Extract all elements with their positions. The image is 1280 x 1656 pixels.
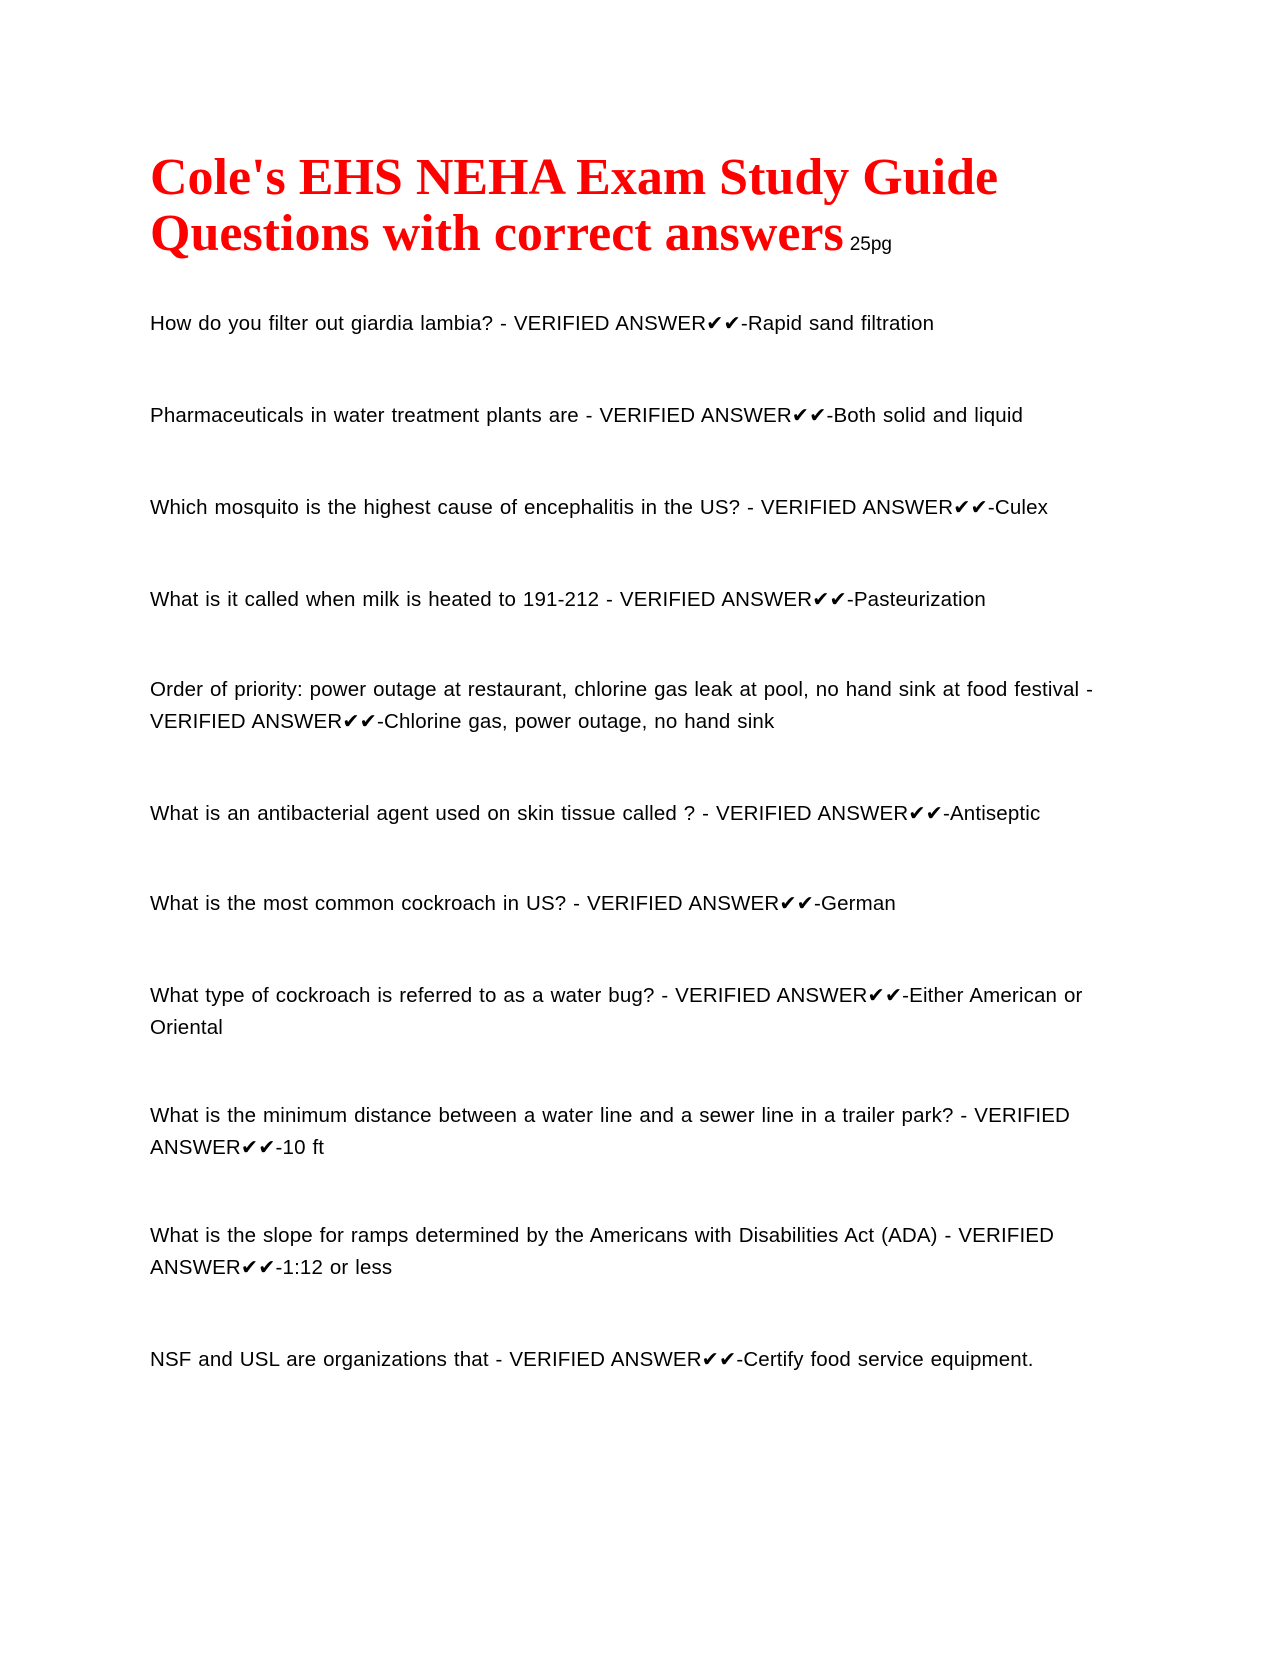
question-text: What is the most common cockroach in US? bbox=[150, 892, 567, 915]
answer-marker: VERIFIED ANSWER✔✔ bbox=[513, 312, 741, 335]
answer-text: Chlorine gas, power outage, no hand sink bbox=[383, 710, 775, 733]
document-title-text: Cole's EHS NEHA Exam Study Guide Questions with correct answers bbox=[150, 149, 999, 262]
answer-marker: VERIFIED ANSWER✔✔ bbox=[760, 496, 988, 519]
answer-text: Either American or Oriental bbox=[150, 984, 1083, 1039]
qa-item: How do you filter out giardia lambia? - VERIFIED ANSWER✔✔-Rapid sand filtration bbox=[150, 312, 935, 335]
answer-text: 1:12 or less bbox=[282, 1256, 393, 1279]
question-text: NSF and USL are organizations that bbox=[150, 1348, 489, 1371]
question-text: What is an antibacterial agent used on skin tissue called ? bbox=[150, 802, 696, 825]
answer-marker: VERIFIED ANSWER✔✔ bbox=[587, 892, 814, 915]
answer-text: Rapid sand filtration bbox=[747, 312, 935, 335]
document-title bbox=[150, 150, 1140, 273]
qa-item: What is an antibacterial agent used on skin tissue called ? - VERIFIED ANSWER✔✔-Antiseptic bbox=[150, 802, 1041, 825]
question-text: What type of cockroach is referred to as a water bug? bbox=[150, 984, 655, 1007]
question-text: Pharmaceuticals in water treatment plants are bbox=[150, 404, 579, 427]
qa-item: What is the most common cockroach in US? - VERIFIED ANSWER✔✔-German bbox=[150, 892, 896, 915]
answer-text: Certify food service equipment. bbox=[743, 1348, 1034, 1371]
answer-text: German bbox=[820, 892, 896, 915]
qa-item: Pharmaceuticals in water treatment plants are - VERIFIED ANSWER✔✔-Both solid and liquid bbox=[150, 404, 1024, 427]
document-page bbox=[150, 149, 1140, 1371]
answer-marker: VERIFIED ANSWER✔✔ bbox=[675, 984, 903, 1007]
answer-marker: VERIFIED ANSWER✔✔ bbox=[150, 1104, 1070, 1159]
answer-marker: VERIFIED ANSWER✔✔ bbox=[150, 1224, 1055, 1279]
answer-marker: VERIFIED ANSWER✔✔ bbox=[716, 802, 943, 825]
qa-item: What type of cockroach is referred to as a water bug? - VERIFIED ANSWER✔✔-Either American or Oriental bbox=[150, 984, 1083, 1039]
question-text: Order of priority: power outage at restaurant, chlorine gas leak at pool, no hand sink at food festival bbox=[150, 678, 1080, 701]
qa-item: What is the slope for ramps determined by the Americans with Disabilities Act (ADA) - VERIFIED ANSWER✔✔-1:12 or less bbox=[150, 1224, 1055, 1279]
qa-item: What is it called when milk is heated to 191-212 - VERIFIED ANSWER✔✔-Pasteurization bbox=[150, 588, 986, 611]
question-text: What is the minimum distance between a water line and a sewer line in a trailer park? bbox=[150, 1104, 954, 1127]
qa-item: What is the minimum distance between a water line and a sewer line in a trailer park? - VERIFIED ANSWER✔✔-10 ft bbox=[150, 1104, 1070, 1159]
qa-item: Which mosquito is the highest cause of encephalitis in the US? - VERIFIED ANSWER✔✔-Culex bbox=[150, 496, 1049, 519]
question-text: Which mosquito is the highest cause of encephalitis in the US? bbox=[150, 496, 741, 519]
answer-marker: VERIFIED ANSWER✔✔ bbox=[150, 710, 377, 733]
page-count: 25pg bbox=[849, 234, 893, 255]
answer-text: Pasteurization bbox=[853, 588, 986, 611]
question-text: What is the slope for ramps determined by the Americans with Disabilities Act (ADA) bbox=[150, 1224, 938, 1247]
answer-marker: VERIFIED ANSWER✔✔ bbox=[599, 404, 827, 427]
answer-text: Both solid and liquid bbox=[833, 404, 1024, 427]
qa-item: NSF and USL are organizations that - VERIFIED ANSWER✔✔-Certify food service equipment. bbox=[150, 1348, 1034, 1371]
answer-marker: VERIFIED ANSWER✔✔ bbox=[619, 588, 847, 611]
answer-marker: VERIFIED ANSWER✔✔ bbox=[509, 1348, 737, 1371]
question-text: What is it called when milk is heated to 191-212 bbox=[150, 588, 600, 611]
question-text: How do you filter out giardia lambia? bbox=[150, 312, 494, 335]
answer-text: 10 ft bbox=[282, 1136, 325, 1159]
answer-text: Culex bbox=[994, 496, 1049, 519]
qa-item: Order of priority: power outage at restaurant, chlorine gas leak at pool, no hand sink at food festival - VERIFIED ANSWER✔✔-Chlorine gas, power outage, no hand sink bbox=[150, 678, 1094, 733]
answer-text: Antiseptic bbox=[949, 802, 1041, 825]
